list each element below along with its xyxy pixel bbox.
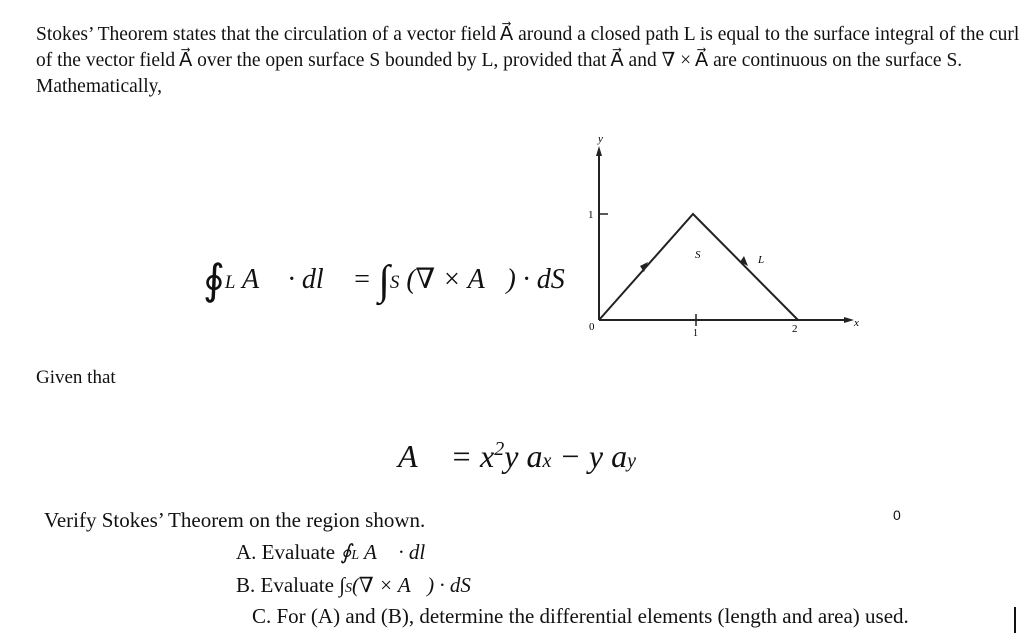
text-cursor: [1014, 607, 1016, 633]
x-axis-arrow: [844, 317, 854, 323]
origin-label: 0: [589, 321, 595, 333]
contour-subscript: L: [224, 272, 236, 293]
given-label: Given that: [36, 367, 116, 388]
surface-integral-sign: ∫: [378, 258, 390, 304]
field-term2: − y a: [551, 438, 628, 474]
triangle-figure: [580, 130, 870, 340]
x-tick-2-label: 2: [792, 323, 798, 335]
x-axis-label: x: [854, 317, 859, 329]
item-a-sub: L: [351, 548, 360, 563]
field-exponent: 2: [494, 438, 505, 460]
stray-zero: 0: [893, 507, 901, 523]
item-b-prefix: B. Evaluate: [236, 573, 340, 597]
field-term1: y a: [504, 438, 543, 474]
field-sub-y: y: [627, 450, 637, 472]
surface-label: S: [695, 249, 701, 261]
item-a: [236, 540, 442, 565]
path-label: L: [758, 254, 765, 266]
y-axis-arrow: [596, 146, 602, 156]
item-c: C. For (A) and (B), determine the differential elements (length and area) used.: [252, 604, 909, 628]
field-lhs: A⃗ = x: [398, 438, 495, 474]
item-b-integral: ∫: [339, 573, 345, 597]
verify-instruction: Verify Stokes’ Theorem on the region shown.: [44, 508, 426, 532]
stokes-formula: [203, 255, 587, 305]
item-a-integral: ∮: [340, 540, 352, 564]
vector-field-definition: [398, 438, 636, 475]
item-b-sub: S: [344, 581, 352, 596]
y-axis-label: y: [598, 133, 603, 145]
item-b: [236, 573, 487, 598]
rhs-integrand: (∇ × A⃗) · dS⃗: [406, 264, 587, 295]
intro-paragraph: Stokes’ Theorem states that the circulation of a vector field A⃗ around a closed path L is equal to the surface integral of the curl of the vector field A⃗ over the open surface S bounded by L, provided that A⃗ and ∇ × A⃗ are continuous on the surface S. Mathematically,: [36, 24, 1020, 97]
y-tick-1-label: 1: [588, 209, 594, 221]
field-sub-x: x: [542, 450, 552, 472]
surface-subscript: S: [389, 272, 400, 293]
contour-integral-sign: ∮: [203, 258, 225, 304]
item-b-body: (∇ × A⃗) · dS⃗: [351, 573, 488, 597]
triangle-path: [599, 214, 798, 320]
lhs-integrand: A⃗ · dl⃗ =: [241, 264, 372, 295]
item-a-body: A⃗ · dl⃗: [359, 540, 442, 564]
item-a-prefix: A. Evaluate: [236, 540, 341, 564]
x-tick-1-label: 1: [693, 328, 698, 339]
